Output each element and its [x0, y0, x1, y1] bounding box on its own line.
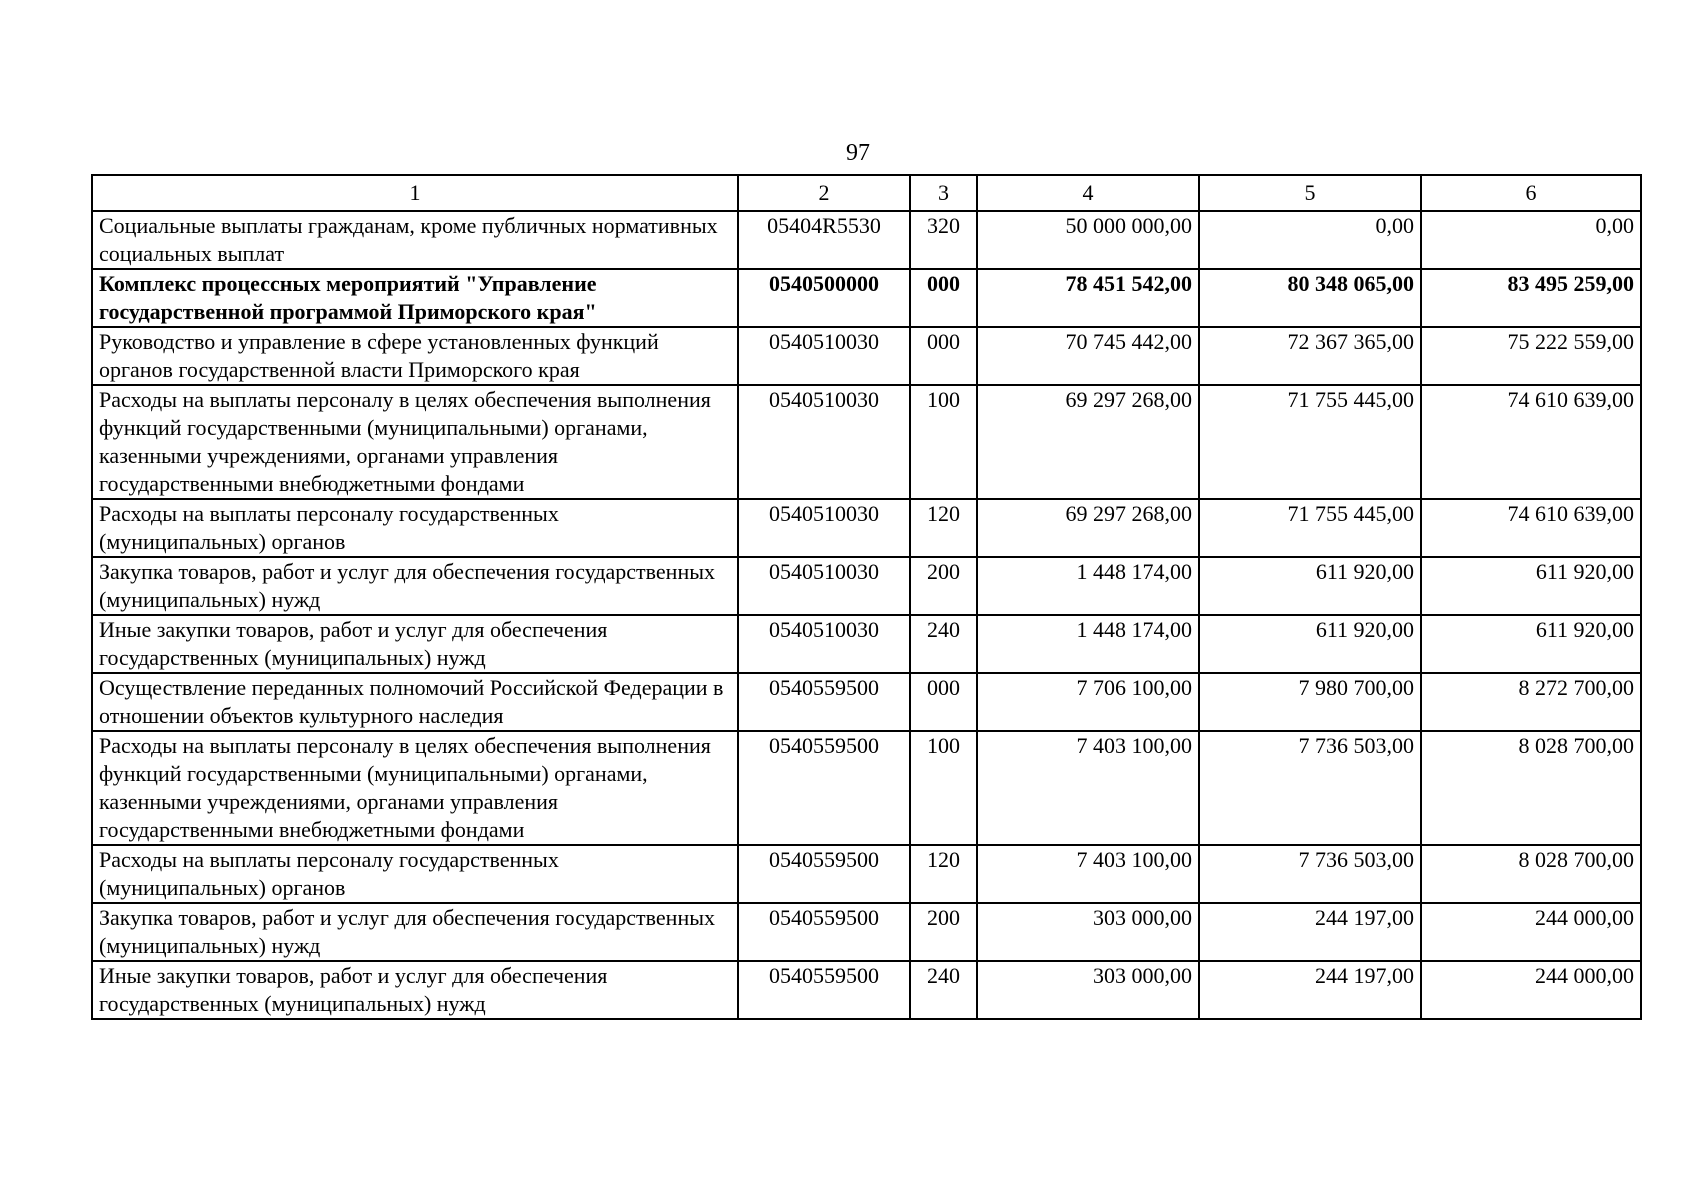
row-amount-col6-cell: 75 222 559,00 [1421, 327, 1641, 385]
row-type-cell: 240 [910, 961, 977, 1019]
header-col-4: 4 [977, 175, 1199, 211]
row-amount-col4-cell: 78 451 542,00 [977, 269, 1199, 327]
row-amount-col5-cell: 244 197,00 [1199, 903, 1421, 961]
row-code-cell: 0540559500 [738, 731, 910, 845]
row-amount-col6-cell: 74 610 639,00 [1421, 385, 1641, 499]
row-amount-col6-cell: 244 000,00 [1421, 961, 1641, 1019]
row-type-cell: 200 [910, 557, 977, 615]
row-amount-col5-cell: 0,00 [1199, 211, 1421, 269]
row-amount-col5-cell: 71 755 445,00 [1199, 385, 1421, 499]
row-code-cell: 0540510030 [738, 385, 910, 499]
row-amount-col5-cell: 611 920,00 [1199, 557, 1421, 615]
row-name-cell: Расходы на выплаты персоналу государственных (муниципальных) органов [92, 845, 738, 903]
header-col-1: 1 [92, 175, 738, 211]
header-col-6: 6 [1421, 175, 1641, 211]
row-code-cell: 0540559500 [738, 961, 910, 1019]
row-amount-col4-cell: 303 000,00 [977, 961, 1199, 1019]
row-code-cell: 0540500000 [738, 269, 910, 327]
table-body [92, 211, 1641, 1019]
header-col-3: 3 [910, 175, 977, 211]
row-amount-col5-cell: 7 736 503,00 [1199, 731, 1421, 845]
row-type-cell: 120 [910, 499, 977, 557]
row-name-cell: Расходы на выплаты персоналу в целях обеспечения выполнения функций государственными (муниципальными) органами, казенными учреждениями, органами управления государственными внебюджетными фондами [92, 385, 738, 499]
row-amount-col4-cell: 69 297 268,00 [977, 499, 1199, 557]
row-amount-col5-cell: 611 920,00 [1199, 615, 1421, 673]
table-row [92, 615, 1641, 673]
row-amount-col4-cell: 69 297 268,00 [977, 385, 1199, 499]
row-type-cell: 000 [910, 269, 977, 327]
row-type-cell: 000 [910, 673, 977, 731]
row-amount-col4-cell: 1 448 174,00 [977, 615, 1199, 673]
row-amount-col5-cell: 7 736 503,00 [1199, 845, 1421, 903]
row-code-cell: 0540559500 [738, 673, 910, 731]
row-amount-col6-cell: 83 495 259,00 [1421, 269, 1641, 327]
table-row [92, 903, 1641, 961]
header-col-5: 5 [1199, 175, 1421, 211]
table-row [92, 327, 1641, 385]
row-name-cell: Расходы на выплаты персоналу в целях обеспечения выполнения функций государственными (муниципальными) органами, казенными учреждениями, органами управления государственными внебюджетными фондами [92, 731, 738, 845]
budget-table [91, 174, 1642, 1020]
table-row [92, 557, 1641, 615]
row-amount-col5-cell: 7 980 700,00 [1199, 673, 1421, 731]
row-amount-col6-cell: 8 028 700,00 [1421, 845, 1641, 903]
row-amount-col4-cell: 7 403 100,00 [977, 845, 1199, 903]
table-row [92, 499, 1641, 557]
table-row [92, 845, 1641, 903]
row-name-cell: Закупка товаров, работ и услуг для обеспечения государственных (муниципальных) нужд [92, 903, 738, 961]
row-amount-col4-cell: 303 000,00 [977, 903, 1199, 961]
table-row [92, 961, 1641, 1019]
row-amount-col4-cell: 7 706 100,00 [977, 673, 1199, 731]
table-header [92, 175, 1641, 211]
row-name-cell: Иные закупки товаров, работ и услуг для обеспечения государственных (муниципальных) нужд [92, 615, 738, 673]
row-amount-col4-cell: 1 448 174,00 [977, 557, 1199, 615]
row-type-cell: 320 [910, 211, 977, 269]
row-amount-col6-cell: 74 610 639,00 [1421, 499, 1641, 557]
row-amount-col6-cell: 0,00 [1421, 211, 1641, 269]
row-amount-col6-cell: 611 920,00 [1421, 557, 1641, 615]
row-amount-col5-cell: 71 755 445,00 [1199, 499, 1421, 557]
row-amount-col4-cell: 7 403 100,00 [977, 731, 1199, 845]
page-number: 97 [846, 140, 870, 166]
row-name-cell: Социальные выплаты гражданам, кроме публичных нормативных социальных выплат [92, 211, 738, 269]
row-code-cell: 0540510030 [738, 615, 910, 673]
row-code-cell: 0540510030 [738, 499, 910, 557]
header-row [92, 175, 1641, 211]
row-amount-col4-cell: 50 000 000,00 [977, 211, 1199, 269]
row-amount-col6-cell: 8 028 700,00 [1421, 731, 1641, 845]
row-code-cell: 0540559500 [738, 903, 910, 961]
row-type-cell: 100 [910, 385, 977, 499]
row-name-cell: Иные закупки товаров, работ и услуг для обеспечения государственных (муниципальных) нужд [92, 961, 738, 1019]
table-row [92, 385, 1641, 499]
row-code-cell: 0540510030 [738, 327, 910, 385]
row-type-cell: 120 [910, 845, 977, 903]
row-type-cell: 240 [910, 615, 977, 673]
row-code-cell: 0540510030 [738, 557, 910, 615]
row-amount-col6-cell: 8 272 700,00 [1421, 673, 1641, 731]
row-code-cell: 0540559500 [738, 845, 910, 903]
row-name-cell: Комплекс процессных мероприятий "Управление государственной программой Приморского края" [92, 269, 738, 327]
row-amount-col5-cell: 80 348 065,00 [1199, 269, 1421, 327]
table-row [92, 269, 1641, 327]
row-name-cell: Закупка товаров, работ и услуг для обеспечения государственных (муниципальных) нужд [92, 557, 738, 615]
table-row [92, 673, 1641, 731]
table-row [92, 211, 1641, 269]
row-name-cell: Расходы на выплаты персоналу государственных (муниципальных) органов [92, 499, 738, 557]
row-code-cell: 05404R5530 [738, 211, 910, 269]
row-name-cell: Осуществление переданных полномочий Российской Федерации в отношении объектов культурного наследия [92, 673, 738, 731]
row-amount-col5-cell: 72 367 365,00 [1199, 327, 1421, 385]
row-amount-col5-cell: 244 197,00 [1199, 961, 1421, 1019]
row-name-cell: Руководство и управление в сфере установленных функций органов государственной власти Приморского края [92, 327, 738, 385]
row-type-cell: 100 [910, 731, 977, 845]
header-col-2: 2 [738, 175, 910, 211]
row-type-cell: 200 [910, 903, 977, 961]
row-amount-col6-cell: 611 920,00 [1421, 615, 1641, 673]
table-row [92, 731, 1641, 845]
row-amount-col6-cell: 244 000,00 [1421, 903, 1641, 961]
row-type-cell: 000 [910, 327, 977, 385]
row-amount-col4-cell: 70 745 442,00 [977, 327, 1199, 385]
